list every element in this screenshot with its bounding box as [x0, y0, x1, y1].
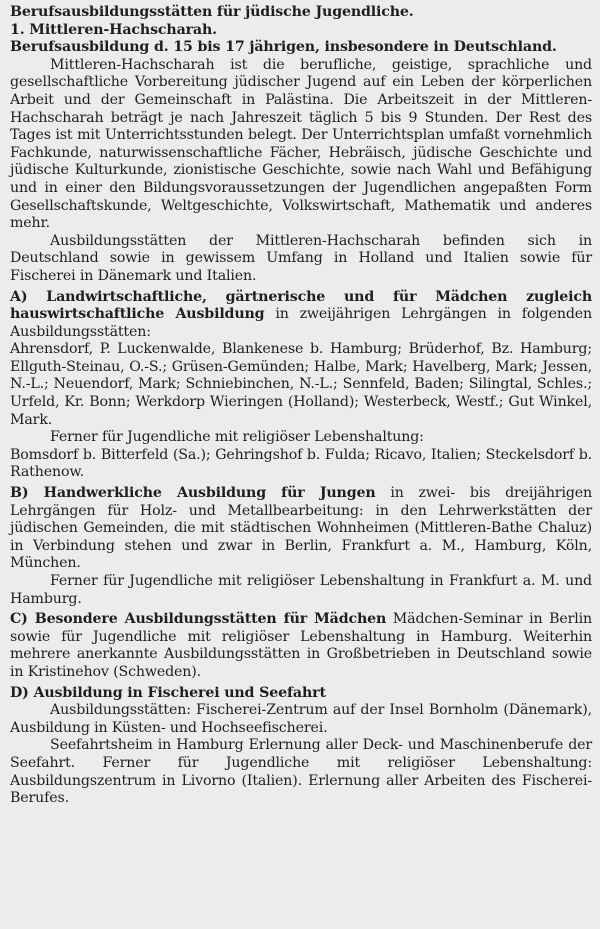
locations-paragraph: Ausbildungsstätten der Mittleren-Hachscharah befinden sich in Deutschland sowie in gewissem Umfang in Holland und Italien sowie für Fischerei in Dänemark und Italien. [10, 232, 592, 284]
section-b-text: in zwei- bis dreijährigen Lehrgängen für Holz- und Metallbearbeitung: in den Lehrwerkstätten der jüdischen Gemeinden, die mit städtischen Wohnheimen (Mittleren-Bathe Chaluz) in Verbindung stehen und zwar in Berlin, Frankfurt a. M., Hamburg, Köln, München. [10, 485, 592, 572]
intro-paragraph: Mittleren-Hachscharah ist die berufliche, geistige, sprachliche und gesellschaftliche Vorbereitung jüdischer Jugend auf ein Leben der körperlichen Arbeit und der Gemeinschaft in Palästina. Die Arbeitszeit in der Mittleren-Hachscharah beträgt je nach Jahreszeit täglich 5 bis 9 Stunden. Der Rest des Tages ist mit Unterrichtsstunden belegt. Der Unterrichtsplan umfaßt vornehmlich Fachkunde, naturwissenschaftliche Fächer, Hebräisch, jüdische Geschichte und jüdische Kulturkunde, zionistische Geschichte, sowie nach Wahl und Befähigung und in einer den Bildungsvoraussetzungen der Jugendlichen angepaßten Form Gesellschaftskunde, Weltgeschichte, Volkswirtschaft, Mathematik und anderes mehr. [10, 56, 592, 232]
section-b-paragraph [10, 485, 592, 573]
section-c-title: C) Besondere Ausbildungsstätten für Mädchen [10, 611, 387, 628]
section-heading: Berufsausbildung d. 15 bis 17 jährigen, insbesondere in Deutschland. [10, 39, 557, 56]
section-a-religious-places: Bomsdorf b. Bitterfeld (Sa.); Gehringshof b. Fulda; Ricavo, Italien; Steckelsdorf b. Rathenow. [10, 446, 592, 481]
document-title: Berufsausbildungsstätten für jüdische Jugendliche. [10, 4, 414, 20]
section-d-paragraph-1: Ausbildungsstätten: Fischerei-Zentrum auf der Insel Bornholm (Dänemark), Ausbildung in Küsten- und Hochseefischerei. [10, 702, 592, 736]
section-d-title: D) Ausbildung in Fischerei und Seefahrt [10, 684, 326, 701]
section-a-paragraph [10, 289, 592, 342]
section-a-text: in zweijährigen Lehrgängen in folgenden Ausbildungsstätten: [10, 306, 592, 340]
section-c-text: Mädchen-Seminar in Berlin sowie für Jugendliche mit religiöser Lebenshaltung in Hamburg. Weiterhin mehrere anerkannte Ausbildungsstätten in Großbetrieben in Deutschland sowie in Kristinehov (Schweden). [10, 611, 592, 680]
section-a-title: A) Landwirtschaftliche, gärtnerische und für Mädchen zugleich hauswirtschaftliche Ausbildung [10, 288, 592, 323]
section-c-paragraph [10, 611, 592, 681]
section-b-religious: Ferner für Jugendliche mit religiöser Lebenshaltung in Frankfurt a. M. und Hamburg. [10, 573, 592, 607]
section-d-paragraph-2: Seefahrtsheim in Hamburg Erlernung aller Deck- und Maschinenberufe der Seefahrt. Ferner für Jugendliche mit religiöser Lebenshaltung: Ausbildungszentrum in Livorno (Italien). Erlernung aller Arbeiten des Fischerei-Berufes. [10, 737, 592, 807]
section-a-places: Ahrensdorf, P. Luckenwalde, Blankenese b. Hamburg; Brüderhof, Bz. Hamburg; Ellguth-Steinau, O.-S.; Grüsen-Gemünden; Halbe, Mark; Havelberg, Mark; Jessen, N.-L.; Neuendorf, Mark; Schniebinchen, N.-L.; Sennfeld, Baden; Silingtal, Schles.; Urfeld, Kr. Bonn; Werkdorp Wieringen (Holland); Westerbeck, Westf.; Gut Winkel, Mark. [10, 341, 592, 428]
document-subtitle: 1. Mittleren-Hachscharah. [10, 21, 217, 38]
section-b-title: B) Handwerkliche Ausbildung für Jungen [10, 485, 376, 502]
section-a-religious-intro: Ferner für Jugendliche mit religiöser Lebenshaltung: [50, 429, 424, 446]
